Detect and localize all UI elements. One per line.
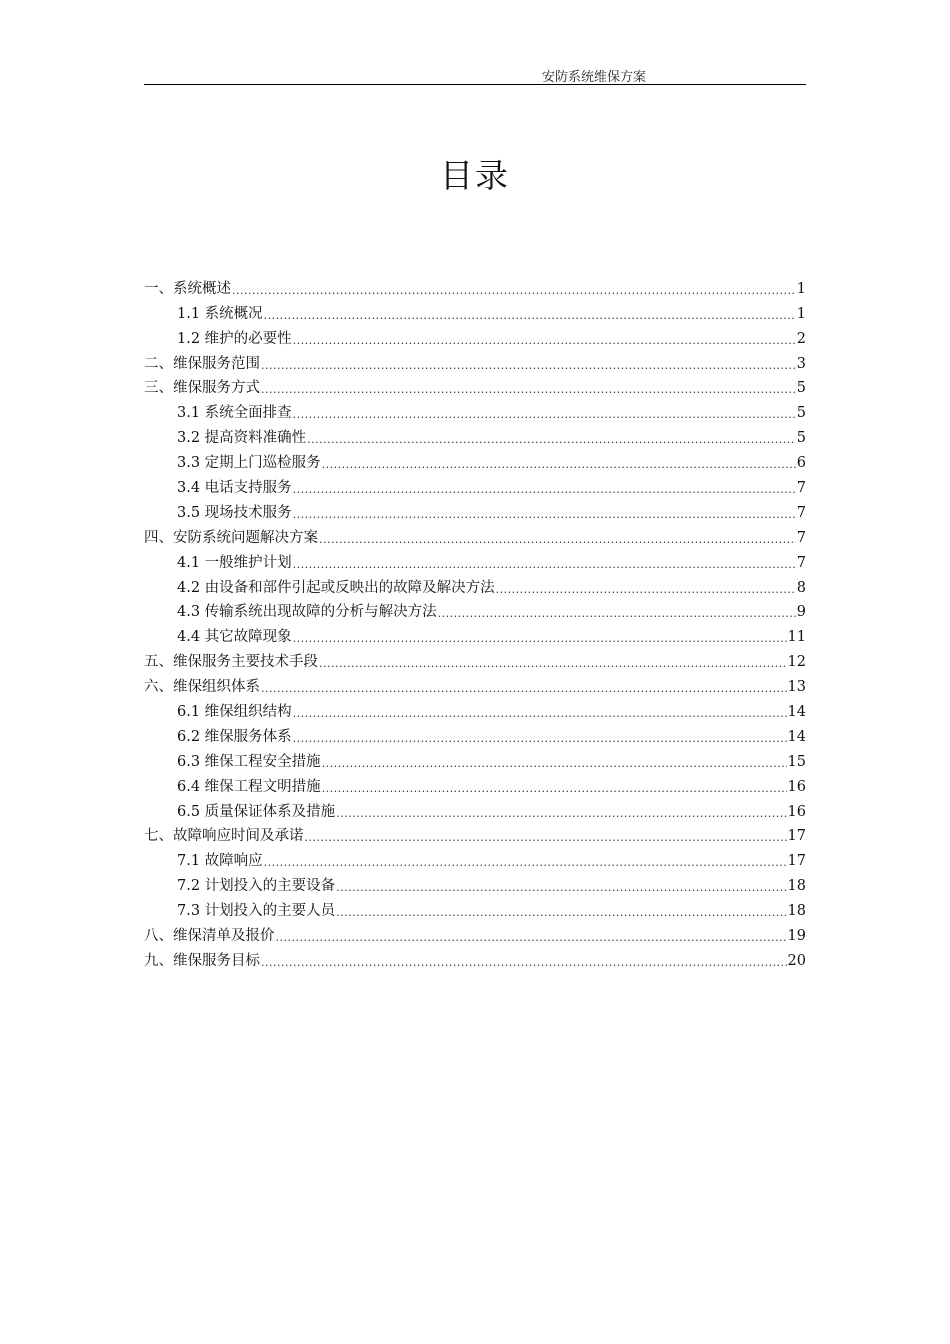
toc-entry[interactable]: [144, 846, 806, 871]
toc-dot-leader: [264, 308, 796, 324]
toc-entry-label: 4.2 由设备和部件引起或反映出的故障及解决方法: [177, 579, 495, 596]
toc-entry-page: 7: [796, 554, 806, 571]
toc-entry[interactable]: [144, 349, 806, 374]
toc-entry[interactable]: [144, 423, 806, 448]
toc-entry-page: 7: [796, 480, 806, 497]
toc-entry-page: 15: [787, 753, 806, 770]
toc-entry-label: 4.1 一般维护计划: [177, 554, 292, 571]
toc-entry-page: 2: [796, 330, 806, 347]
toc-entry-label: 九、维保服务目标: [144, 952, 260, 969]
toc-dot-leader: [293, 482, 796, 498]
toc-entry[interactable]: [144, 896, 806, 921]
toc-entry-label: 6.3 维保工程安全措施: [177, 753, 321, 770]
toc-entry-page: 8: [796, 579, 806, 596]
toc-entry-page: 6: [796, 455, 806, 472]
toc-entry-page: 7: [796, 529, 806, 546]
toc-entry[interactable]: [144, 871, 806, 896]
toc-entry-page: 16: [787, 778, 806, 795]
toc-dot-leader: [293, 731, 787, 747]
toc-entry[interactable]: [144, 946, 806, 971]
toc-entry-page: 19: [787, 928, 806, 945]
table-of-contents: [144, 274, 806, 971]
toc-dot-leader: [322, 457, 796, 473]
toc-entry[interactable]: [144, 622, 806, 647]
toc-dot-leader: [305, 830, 787, 846]
toc-entry-label: 1.1 系统概况: [177, 305, 263, 322]
toc-dot-leader: [322, 756, 787, 772]
toc-dot-leader: [438, 606, 796, 622]
toc-entry[interactable]: [144, 822, 806, 847]
toc-entry-label: 1.2 维护的必要性: [177, 330, 292, 347]
toc-entry-page: 14: [787, 704, 806, 721]
toc-entry-page: 5: [796, 380, 806, 397]
toc-entry[interactable]: [144, 448, 806, 473]
toc-entry-page: 7: [796, 504, 806, 521]
toc-entry-page: 1: [796, 280, 806, 297]
toc-entry-page: 20: [787, 952, 806, 969]
toc-entry-label: 六、维保组织体系: [144, 679, 260, 696]
toc-entry-label: 四、安防系统问题解决方案: [144, 529, 318, 546]
toc-entry-label: 6.5 质量保证体系及措施: [177, 803, 336, 820]
toc-entry-page: 5: [796, 430, 806, 447]
toc-dot-leader: [261, 681, 787, 697]
toc-dot-leader: [293, 507, 796, 523]
toc-entry[interactable]: [144, 672, 806, 697]
toc-entry-label: 3.3 定期上门巡检服务: [177, 455, 321, 472]
toc-entry[interactable]: [144, 697, 806, 722]
toc-entry[interactable]: [144, 523, 806, 548]
toc-entry-label: 4.4 其它故障现象: [177, 629, 292, 646]
toc-entry[interactable]: [144, 374, 806, 399]
toc-entry[interactable]: [144, 722, 806, 747]
toc-entry[interactable]: [144, 772, 806, 797]
toc-entry-label: 七、故障响应时间及承诺: [144, 828, 304, 845]
toc-entry[interactable]: [144, 324, 806, 349]
toc-entry-label: 6.2 维保服务体系: [177, 728, 292, 745]
toc-entry[interactable]: [144, 797, 806, 822]
toc-dot-leader: [264, 855, 787, 871]
toc-entry-page: 18: [787, 878, 806, 895]
toc-dot-leader: [336, 880, 786, 896]
toc-entry-label: 一、系统概述: [144, 280, 231, 297]
toc-entry[interactable]: [144, 548, 806, 573]
toc-entry-label: 3.1 系统全面排查: [177, 405, 292, 422]
toc-dot-leader: [322, 781, 787, 797]
toc-entry-page: 13: [787, 679, 806, 696]
toc-entry-page: 5: [796, 405, 806, 422]
toc-entry-label: 3.2 提高资料准确性: [177, 430, 307, 447]
toc-dot-leader: [261, 955, 787, 971]
toc-dot-leader: [336, 806, 786, 822]
toc-entry[interactable]: [144, 274, 806, 299]
toc-entry-label: 7.2 计划投入的主要设备: [177, 878, 336, 895]
toc-entry-label: 7.1 故障响应: [177, 853, 263, 870]
toc-entry[interactable]: [144, 598, 806, 623]
toc-entry-page: 1: [796, 305, 806, 322]
toc-dot-leader: [293, 557, 796, 573]
toc-entry-label: 3.4 电话支持服务: [177, 480, 292, 497]
toc-dot-leader: [232, 283, 796, 299]
toc-entry-label: 八、维保清单及报价: [144, 928, 275, 945]
toc-entry-page: 17: [787, 853, 806, 870]
toc-entry-label: 3.5 现场技术服务: [177, 504, 292, 521]
toc-dot-leader: [293, 407, 796, 423]
toc-entry-page: 9: [796, 604, 806, 621]
toc-dot-leader: [276, 930, 787, 946]
toc-entry[interactable]: [144, 473, 806, 498]
toc-entry-page: 18: [787, 903, 806, 920]
page-header: [144, 64, 806, 85]
toc-dot-leader: [293, 706, 787, 722]
toc-entry-page: 14: [787, 728, 806, 745]
toc-entry-label: 7.3 计划投入的主要人员: [177, 903, 336, 920]
toc-entry[interactable]: [144, 647, 806, 672]
toc-entry-label: 三、维保服务方式: [144, 380, 260, 397]
toc-entry[interactable]: [144, 398, 806, 423]
toc-entry[interactable]: [144, 498, 806, 523]
toc-title: 目录: [440, 156, 510, 195]
toc-entry-label: 6.4 维保工程文明措施: [177, 778, 321, 795]
toc-dot-leader: [261, 382, 796, 398]
toc-entry-label: 6.1 维保组织结构: [177, 704, 292, 721]
toc-entry-page: 3: [796, 355, 806, 372]
toc-dot-leader: [319, 656, 787, 672]
toc-entry-page: 16: [787, 803, 806, 820]
toc-entry-page: 11: [787, 629, 806, 646]
toc-dot-leader: [293, 631, 787, 647]
toc-entry[interactable]: [144, 747, 806, 772]
toc-dot-leader: [336, 905, 786, 921]
toc-entry-label: 4.3 传输系统出现故障的分析与解决方法: [177, 604, 437, 621]
toc-dot-leader: [496, 582, 796, 598]
toc-entry-label: 二、维保服务范围: [144, 355, 260, 372]
toc-dot-leader: [307, 432, 796, 448]
toc-entry[interactable]: [144, 299, 806, 324]
toc-entry[interactable]: [144, 921, 806, 946]
toc-entry[interactable]: [144, 573, 806, 598]
toc-entry-label: 五、维保服务主要技术手段: [144, 654, 318, 671]
toc-dot-leader: [261, 358, 796, 374]
header-title: 安防系统维保方案: [541, 70, 646, 85]
toc-entry-page: 17: [787, 828, 806, 845]
toc-dot-leader: [319, 532, 796, 548]
toc-entry-page: 12: [787, 654, 806, 671]
toc-dot-leader: [293, 333, 796, 349]
